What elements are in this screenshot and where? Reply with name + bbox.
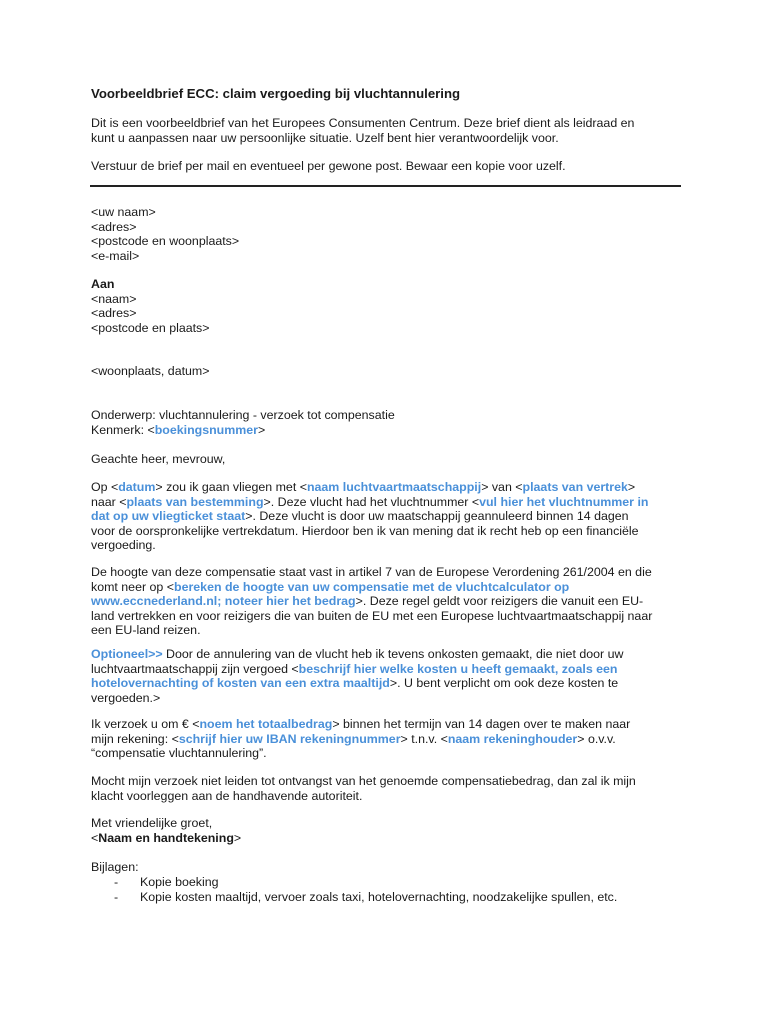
paragraph-line: land vertrekken en voor reizigers die van buiten de EU met een Europese luchtvaartmaatschappij naar: [91, 608, 653, 623]
paragraph-line: [91, 732, 691, 747]
paragraph-escalation: [91, 774, 691, 803]
attachments-heading-text: Bijlagen:: [91, 860, 139, 874]
text: Door de annulering van de vlucht heb ik tevens onkosten gemaakt, die niet door uw: [162, 647, 624, 661]
salutation: [91, 452, 691, 467]
reference-line: [91, 423, 691, 438]
paragraph-line: [91, 647, 691, 662]
subject-line: Onderwerp: vluchtannulering - verzoek tot compensatie: [91, 408, 395, 422]
placeholder-compensation: bereken de hoogte van uw compensatie met de vluchtcalculator op: [174, 579, 570, 594]
sender-address: [91, 205, 691, 263]
text: > zou ik gaan vliegen met <: [155, 480, 307, 494]
attachments-heading: [91, 860, 691, 875]
intro-instruction: [91, 159, 691, 174]
placeholder-compensation-cont: www.eccnederland.nl; noteer hier het bedrag: [91, 594, 356, 609]
text: > binnen het termijn van 14 dagen over te maken naar: [332, 717, 631, 731]
recipient-name: <naam>: [91, 291, 137, 306]
recipient-address: [91, 277, 691, 335]
text: >. Deze vlucht had het vluchtnummer <: [263, 494, 480, 509]
paragraph-line: [91, 480, 691, 495]
paragraph-optional-costs: [91, 647, 691, 705]
text: naar <: [91, 494, 127, 509]
paragraph-line: vergoeden.>: [91, 690, 161, 705]
placeholder-costs: beschrijf hier welke kosten u heeft gemaakt, zoals een: [298, 661, 618, 676]
attachment-text: Kopie kosten maaltijd, vervoer zoals taxi, hotelovernachting, noodzakelijke spullen, etc.: [140, 890, 618, 904]
paragraph-line: voor de oorspronkelijke vertrekdatum. Hierdoor ben ik van mening dat ik recht heb op een financiële: [91, 523, 639, 538]
paragraph-line: [91, 676, 691, 691]
closing: [91, 816, 691, 845]
paragraph-line: De hoogte van deze compensatie staat vast in artikel 7 van de Europese Verordening 261/2004 en die: [91, 565, 652, 579]
text: komt neer op <: [91, 579, 174, 594]
paragraph-flight: [91, 480, 691, 553]
reference-suffix: >: [257, 422, 266, 437]
salutation-text: Geachte heer, mevrouw,: [91, 452, 226, 466]
placeholder-flight-number-cont: dat op uw vliegticket staat: [91, 509, 246, 524]
paragraph-compensation: [91, 565, 691, 638]
placeholder-amount: noem het totaalbedrag: [199, 717, 333, 731]
paragraph-line: [91, 662, 691, 677]
signature-placeholder: Naam en handtekening: [98, 830, 234, 845]
text: Ik verzoek u om € <: [91, 717, 200, 731]
place-date-text: <woonplaats, datum>: [91, 364, 210, 378]
placeholder-departure: plaats van vertrek: [522, 480, 628, 494]
attachment-text: Kopie boeking: [140, 875, 219, 889]
paragraph-line: [91, 580, 691, 595]
divider: [90, 185, 681, 187]
text: <: [91, 830, 99, 845]
closing-greeting: Met vriendelijke groet,: [91, 816, 213, 830]
paragraph-line: een EU-land reizen.: [91, 623, 201, 638]
placeholder-destination: plaats van bestemming: [126, 494, 264, 509]
paragraph-line: [91, 509, 691, 524]
text: mijn rekening: <: [91, 731, 179, 746]
paragraph-line: [91, 717, 691, 732]
placeholder-account-holder: naam rekeninghouder: [447, 731, 578, 746]
place-date: [91, 364, 691, 379]
paragraph-line: “compensatie vluchtannulering”.: [91, 746, 267, 761]
text: > o.v.v.: [577, 731, 616, 746]
text: Op <: [91, 480, 119, 494]
signature-line: [91, 831, 691, 846]
placeholder-airline: naam luchtvaartmaatschappij: [306, 480, 482, 494]
sender-email: <e-mail>: [91, 248, 140, 263]
optional-marker: Optioneel>>: [91, 647, 163, 661]
text: >: [627, 480, 636, 494]
reference-prefix: Kenmerk: <: [91, 422, 155, 437]
text: > t.n.v. <: [400, 731, 448, 746]
paragraph-line: klacht voorleggen aan de handhavende autoriteit.: [91, 788, 363, 803]
text: >. Deze vlucht is door uw maatschappij geannuleerd binnen 14 dagen: [245, 509, 629, 524]
bullet: -: [114, 875, 119, 889]
paragraph-line: vergoeding.: [91, 538, 156, 553]
bullet: -: [114, 890, 119, 904]
intro-line: Verstuur de brief per mail en eventueel per gewone post. Bewaar een kopie voor uzelf.: [91, 159, 566, 173]
recipient-address-line: <adres>: [91, 306, 137, 321]
placeholder-date: datum: [118, 480, 156, 494]
page-title: Voorbeeldbrief ECC: claim vergoeding bij vluchtannulering: [91, 86, 461, 101]
subject-block: [91, 408, 691, 437]
text: >. Deze regel geldt voor reizigers die vanuit een EU-: [355, 594, 644, 609]
paragraph-payment: [91, 717, 691, 761]
sender-address-line: <adres>: [91, 219, 137, 234]
sender-postcode: <postcode en woonplaats>: [91, 234, 240, 249]
intro-text: [91, 116, 691, 145]
intro-line: Dit is een voorbeeldbrief van het Europees Consumenten Centrum. Deze brief dient als leidraad en: [91, 116, 635, 130]
sender-name: <uw naam>: [91, 205, 156, 219]
text: > van <: [481, 480, 523, 494]
paragraph-line: [91, 594, 691, 609]
paragraph-line: Mocht mijn verzoek niet leiden tot ontvangst van het genoemde compensatiebedrag, dan zal ik mijn: [91, 774, 636, 788]
reference-placeholder: boekingsnummer: [154, 422, 258, 437]
placeholder-flight-number: vul hier het vluchtnummer in: [479, 494, 649, 509]
recipient-postcode: <postcode en plaats>: [91, 320, 210, 335]
intro-line: kunt u aanpassen naar uw persoonlijke situatie. Uzelf bent hier verantwoordelijk voor.: [91, 130, 559, 145]
recipient-heading: Aan: [91, 277, 115, 291]
paragraph-line: [91, 495, 691, 510]
text: luchtvaartmaatschappij zijn vergoed <: [91, 661, 299, 676]
placeholder-costs-cont: hotelovernachting of kosten van een extra maaltijd: [91, 676, 390, 691]
text: >. U bent verplicht om ook deze kosten te: [389, 676, 619, 691]
placeholder-iban: schrijf hier uw IBAN rekeningnummer: [178, 731, 401, 746]
text: >: [233, 830, 242, 845]
